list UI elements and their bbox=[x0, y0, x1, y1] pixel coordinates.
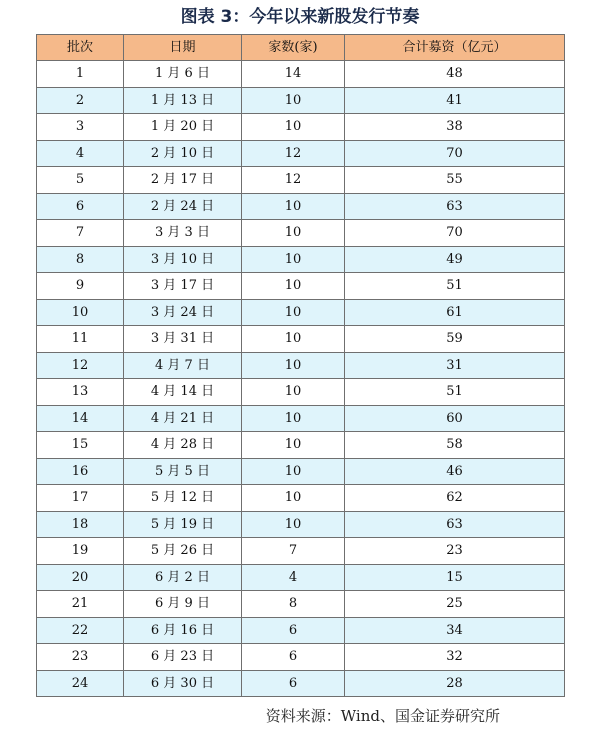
date-cell: 3 月 31 日 bbox=[124, 326, 242, 353]
count-cell: 7 bbox=[242, 538, 345, 565]
fundraising-cell: 23 bbox=[345, 538, 565, 565]
table-row bbox=[37, 87, 565, 114]
count-cell: 10 bbox=[242, 220, 345, 247]
fundraising-cell: 48 bbox=[345, 61, 565, 88]
batch-cell: 12 bbox=[37, 352, 124, 379]
table-row bbox=[37, 670, 565, 697]
count-cell: 10 bbox=[242, 379, 345, 406]
fundraising-cell: 15 bbox=[345, 564, 565, 591]
batch-cell: 14 bbox=[37, 405, 124, 432]
batch-cell: 17 bbox=[37, 485, 124, 512]
table-row bbox=[37, 246, 565, 273]
fundraising-cell: 58 bbox=[345, 432, 565, 459]
date-cell: 4 月 14 日 bbox=[124, 379, 242, 406]
fundraising-cell: 38 bbox=[345, 114, 565, 141]
table-row bbox=[37, 644, 565, 671]
count-cell: 10 bbox=[242, 405, 345, 432]
date-cell: 3 月 3 日 bbox=[124, 220, 242, 247]
batch-cell: 6 bbox=[37, 193, 124, 220]
table-row bbox=[37, 485, 565, 512]
batch-cell: 4 bbox=[37, 140, 124, 167]
count-cell: 14 bbox=[242, 61, 345, 88]
batch-cell: 16 bbox=[37, 458, 124, 485]
table-row bbox=[37, 299, 565, 326]
batch-cell: 15 bbox=[37, 432, 124, 459]
table-row bbox=[37, 458, 565, 485]
fundraising-cell: 46 bbox=[345, 458, 565, 485]
batch-cell: 7 bbox=[37, 220, 124, 247]
date-cell: 5 月 5 日 bbox=[124, 458, 242, 485]
fundraising-cell: 59 bbox=[345, 326, 565, 353]
batch-cell: 18 bbox=[37, 511, 124, 538]
table-row bbox=[37, 617, 565, 644]
fundraising-cell: 60 bbox=[345, 405, 565, 432]
date-cell: 1 月 20 日 bbox=[124, 114, 242, 141]
fundraising-cell: 62 bbox=[345, 485, 565, 512]
table-header-row bbox=[37, 35, 565, 61]
count-cell: 10 bbox=[242, 352, 345, 379]
batch-cell: 2 bbox=[37, 87, 124, 114]
table-row bbox=[37, 352, 565, 379]
table-row bbox=[37, 326, 565, 353]
date-cell: 2 月 10 日 bbox=[124, 140, 242, 167]
batch-cell: 9 bbox=[37, 273, 124, 300]
fundraising-cell: 55 bbox=[345, 167, 565, 194]
date-cell: 6 月 9 日 bbox=[124, 591, 242, 618]
header-fundraising: 合计募资（亿元） bbox=[345, 35, 565, 61]
batch-cell: 22 bbox=[37, 617, 124, 644]
date-cell: 2 月 24 日 bbox=[124, 193, 242, 220]
table-row bbox=[37, 538, 565, 565]
table-row bbox=[37, 140, 565, 167]
date-cell: 6 月 23 日 bbox=[124, 644, 242, 671]
count-cell: 10 bbox=[242, 458, 345, 485]
batch-cell: 24 bbox=[37, 670, 124, 697]
fundraising-cell: 63 bbox=[345, 511, 565, 538]
count-cell: 10 bbox=[242, 326, 345, 353]
fundraising-cell: 28 bbox=[345, 670, 565, 697]
date-cell: 5 月 12 日 bbox=[124, 485, 242, 512]
fundraising-cell: 63 bbox=[345, 193, 565, 220]
count-cell: 4 bbox=[242, 564, 345, 591]
count-cell: 12 bbox=[242, 140, 345, 167]
count-cell: 10 bbox=[242, 485, 345, 512]
fundraising-cell: 31 bbox=[345, 352, 565, 379]
fundraising-cell: 61 bbox=[345, 299, 565, 326]
source-note: 资料来源：Wind、国金证券研究所 bbox=[265, 707, 500, 725]
batch-cell: 3 bbox=[37, 114, 124, 141]
table-row bbox=[37, 193, 565, 220]
batch-cell: 5 bbox=[37, 167, 124, 194]
date-cell: 6 月 2 日 bbox=[124, 564, 242, 591]
table-row bbox=[37, 273, 565, 300]
ipo-issuance-table bbox=[36, 34, 565, 697]
table-row bbox=[37, 405, 565, 432]
count-cell: 10 bbox=[242, 193, 345, 220]
table-row bbox=[37, 61, 565, 88]
batch-cell: 13 bbox=[37, 379, 124, 406]
table-row bbox=[37, 114, 565, 141]
batch-cell: 10 bbox=[37, 299, 124, 326]
batch-cell: 1 bbox=[37, 61, 124, 88]
count-cell: 10 bbox=[242, 273, 345, 300]
count-cell: 10 bbox=[242, 114, 345, 141]
count-cell: 6 bbox=[242, 617, 345, 644]
batch-cell: 8 bbox=[37, 246, 124, 273]
batch-cell: 19 bbox=[37, 538, 124, 565]
count-cell: 10 bbox=[242, 246, 345, 273]
table-row bbox=[37, 432, 565, 459]
batch-cell: 21 bbox=[37, 591, 124, 618]
date-cell: 6 月 30 日 bbox=[124, 670, 242, 697]
batch-cell: 23 bbox=[37, 644, 124, 671]
date-cell: 4 月 21 日 bbox=[124, 405, 242, 432]
fundraising-cell: 49 bbox=[345, 246, 565, 273]
fundraising-cell: 51 bbox=[345, 379, 565, 406]
figure-title: 图表 3：今年以来新股发行节奏 bbox=[180, 7, 420, 27]
table-row bbox=[37, 220, 565, 247]
date-cell: 1 月 13 日 bbox=[124, 87, 242, 114]
date-cell: 3 月 10 日 bbox=[124, 246, 242, 273]
fundraising-cell: 41 bbox=[345, 87, 565, 114]
header-batch: 批次 bbox=[37, 35, 124, 61]
batch-cell: 11 bbox=[37, 326, 124, 353]
table-row bbox=[37, 564, 565, 591]
fundraising-cell: 34 bbox=[345, 617, 565, 644]
count-cell: 6 bbox=[242, 670, 345, 697]
count-cell: 10 bbox=[242, 87, 345, 114]
fundraising-cell: 51 bbox=[345, 273, 565, 300]
batch-cell: 20 bbox=[37, 564, 124, 591]
table-row bbox=[37, 511, 565, 538]
count-cell: 10 bbox=[242, 432, 345, 459]
table-row bbox=[37, 591, 565, 618]
header-count: 家数(家) bbox=[242, 35, 345, 61]
count-cell: 8 bbox=[242, 591, 345, 618]
date-cell: 4 月 7 日 bbox=[124, 352, 242, 379]
date-cell: 5 月 26 日 bbox=[124, 538, 242, 565]
table-row bbox=[37, 379, 565, 406]
date-cell: 3 月 17 日 bbox=[124, 273, 242, 300]
fundraising-cell: 25 bbox=[345, 591, 565, 618]
count-cell: 10 bbox=[242, 299, 345, 326]
date-cell: 1 月 6 日 bbox=[124, 61, 242, 88]
date-cell: 2 月 17 日 bbox=[124, 167, 242, 194]
date-cell: 4 月 28 日 bbox=[124, 432, 242, 459]
header-date: 日期 bbox=[124, 35, 242, 61]
fundraising-cell: 32 bbox=[345, 644, 565, 671]
date-cell: 6 月 16 日 bbox=[124, 617, 242, 644]
date-cell: 5 月 19 日 bbox=[124, 511, 242, 538]
count-cell: 6 bbox=[242, 644, 345, 671]
fundraising-cell: 70 bbox=[345, 140, 565, 167]
count-cell: 12 bbox=[242, 167, 345, 194]
fundraising-cell: 70 bbox=[345, 220, 565, 247]
date-cell: 3 月 24 日 bbox=[124, 299, 242, 326]
count-cell: 10 bbox=[242, 511, 345, 538]
table-row bbox=[37, 167, 565, 194]
